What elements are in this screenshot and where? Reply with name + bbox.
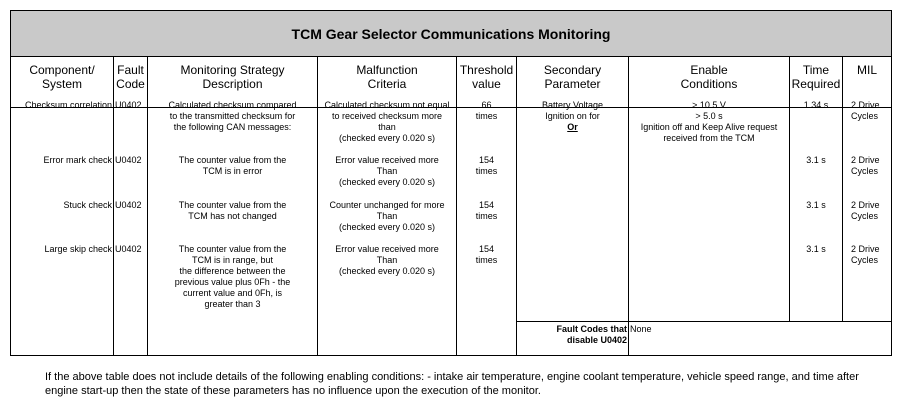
row1-component: Checksum correlation [24,100,112,110]
row3-time: 3.1 s [806,200,826,210]
row2-time: 3.1 s [806,155,826,165]
row4-strategy: The counter value from the TCM is in range, but the difference between the previous value plus 0Fh - the current value and 0Fh, is greater than 3 [174,244,291,309]
row2-mil: 2 Drive Cycles [851,155,880,176]
header-enable: Enable Conditions [680,63,738,91]
row3-mil: 2 Drive Cycles [851,200,880,221]
row2-criteria: Error value received more Than (checked every 0.020 s) [335,155,439,187]
row2-strategy: The counter value from the TCM is in error [178,155,287,176]
secondary-parameter: Battery Voltage Ignition on for Or [541,100,604,132]
row4-criteria: Error value received more Than (checked every 0.020 s) [335,244,439,276]
footnote: If the above table does not include details of the following enabling conditions: - intake air temperature, engine coolant temperature, vehicle speed range, and time after engine start-up then the state of these parameters has no influence upon the execution of the monitor. [45,371,859,397]
header-threshold: Threshold value [459,63,514,91]
row4-time: 3.1 s [806,244,826,254]
row4-fault-code: U0402 [115,244,142,254]
col-divider [842,57,843,321]
col-divider [789,57,790,321]
row2-component: Error mark check [43,155,112,165]
row2-threshold: 154 times [475,155,498,176]
row4-component: Large skip check [44,244,112,254]
col-divider [113,57,114,355]
row3-fault-code: U0402 [115,200,142,210]
row1-criteria: Calculated checksum not equal to received checksum more than (checked every 0.020 s) [324,100,450,143]
enable-conditions: > 10.5 V > 5.0 s Ignition off and Keep Alive request received from the TCM [640,100,778,143]
row1-fault-code: U0402 [115,100,142,110]
row1-mil: 2 Drive Cycles [851,100,880,121]
row1-strategy: Calculated checksum compared to the transmitted checksum for the following CAN messages: [168,100,297,132]
header-mil: MIL [856,63,877,77]
row3-strategy: The counter value from the TCM has not changed [178,200,287,221]
row3-threshold: 154 times [475,200,498,221]
monitoring-table [10,10,892,356]
header-time: Time Required [791,63,841,91]
row1-threshold: 66 times [475,100,498,121]
header-criteria: Malfunction Criteria [356,63,418,91]
row4-mil: 2 Drive Cycles [851,244,880,265]
header-strategy: Monitoring Strategy Description [180,63,285,91]
table-title: TCM Gear Selector Communications Monitoring [11,11,891,57]
row1-time: 1.34 s [803,100,829,110]
row4-threshold: 154 times [475,244,498,265]
row3-criteria: Counter unchanged for more Than (checked every 0.020 s) [329,200,445,232]
header-component: Component/ System [29,63,95,91]
fault-codes-divider [516,321,891,322]
row2-fault-code: U0402 [115,155,142,165]
fault-codes-value: None [630,324,652,334]
header-secondary: Secondary Parameter [543,63,602,91]
header-fault-code: Fault Code [116,63,145,91]
row3-component: Stuck check [63,200,112,210]
fault-codes-label: Fault Codes that disable U0402 [556,324,627,345]
